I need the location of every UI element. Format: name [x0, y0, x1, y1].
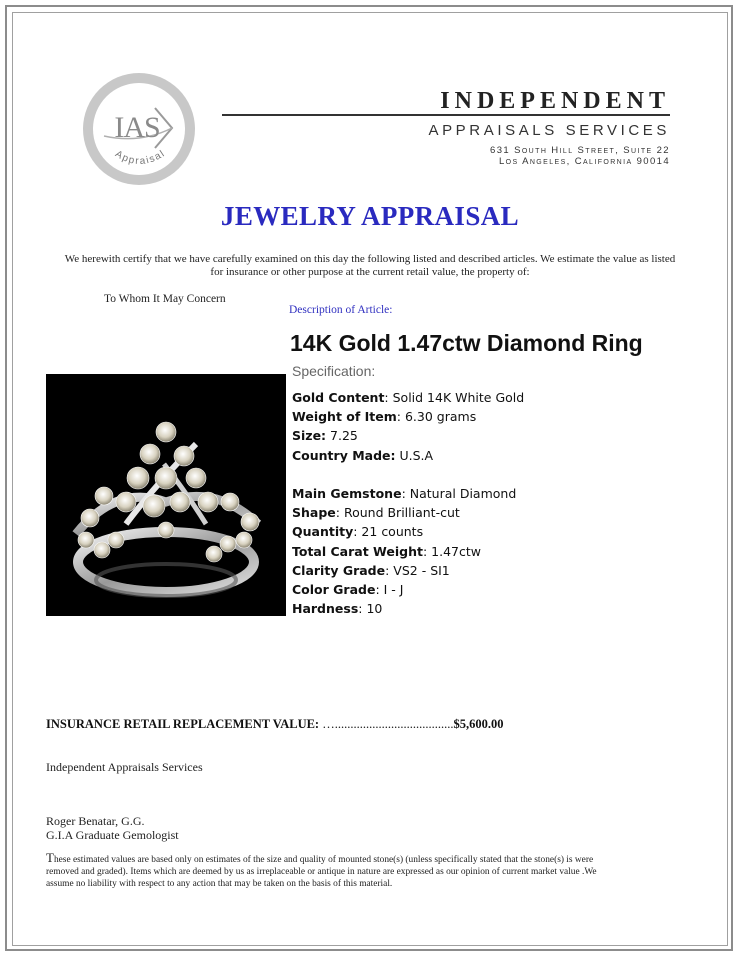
spec-row-size: Size: 7.25 [292, 428, 358, 444]
spec-row-hardness: Hardness: 10 [292, 601, 383, 617]
signer-name: Roger Benatar, G.G. [46, 814, 145, 828]
disclaimer-first-letter: T [46, 850, 54, 865]
ring-photo [46, 374, 286, 616]
address-line-1: 631 South Hill Street, Suite 22 [490, 145, 670, 156]
spec-row-main-gemstone: Main Gemstone: Natural Diamond [292, 485, 517, 501]
certification-intro: We herewith certify that we have carefully examined on this day the following listed and described articles. We estimate the value as listed for insurance or other purpose at the current retail value, the property of: [64, 253, 676, 278]
description-label: Description of Article: [289, 304, 393, 316]
signer-title: G.I.A Graduate Gemologist [46, 828, 179, 842]
disclaimer [46, 852, 606, 890]
recipient: To Whom It May Concern [104, 293, 226, 305]
specifications-list [292, 388, 524, 618]
insurance-value-leader: …...................................... [319, 717, 454, 731]
insurance-value-line [46, 717, 503, 732]
spec-gap [292, 465, 524, 484]
ias-logo [80, 70, 198, 188]
company-subtitle: APPRAISALS SERVICES [428, 122, 670, 139]
spec-row-color: Color Grade: I - J [292, 581, 404, 597]
insurance-value-label: INSURANCE RETAIL REPLACEMENT VALUE: [46, 717, 320, 731]
logo-caption: Appraisal [113, 147, 168, 168]
spec-row-shape: Shape: Round Brilliant-cut [292, 505, 460, 521]
spec-row-total-carat: Total Carat Weight: 1.47ctw [292, 543, 481, 559]
spec-row-quantity: Quantity: 21 counts [292, 524, 424, 540]
spec-row-country: Country Made: U.S.A [292, 447, 434, 463]
spec-row-clarity: Clarity Grade: VS2 - SI1 [292, 562, 450, 578]
document-title: JEWELRY APPRAISAL [220, 201, 520, 231]
header-rule [222, 114, 670, 116]
signature-company: Independent Appraisals Services [46, 760, 203, 774]
company-name: INDEPENDENT [440, 88, 670, 114]
logo-letters: IAS [114, 111, 160, 144]
spec-row-gold-content: Gold Content: Solid 14K White Gold [292, 390, 525, 405]
address-line-2: Los Angeles, California 90014 [499, 156, 670, 167]
spec-row-weight: Weight of Item: 6.30 grams [292, 409, 477, 425]
specification-label: Specification: [292, 363, 376, 379]
item-title: 14K Gold 1.47ctw Diamond Ring [290, 330, 643, 356]
disclaimer-text: hese estimated values are based only on estimates of the size and quality of mounted stone(s) (unless specifically stated that the stone(s) is were removed and graded). Items which are deemed by us as irreplaceable or antique in nature are expressed as our opinion of current market value .We assume no liability with respect to any action that may be taken on the basis of this material. [46, 855, 597, 889]
insurance-value-amount: $5,600.00 [453, 717, 504, 731]
